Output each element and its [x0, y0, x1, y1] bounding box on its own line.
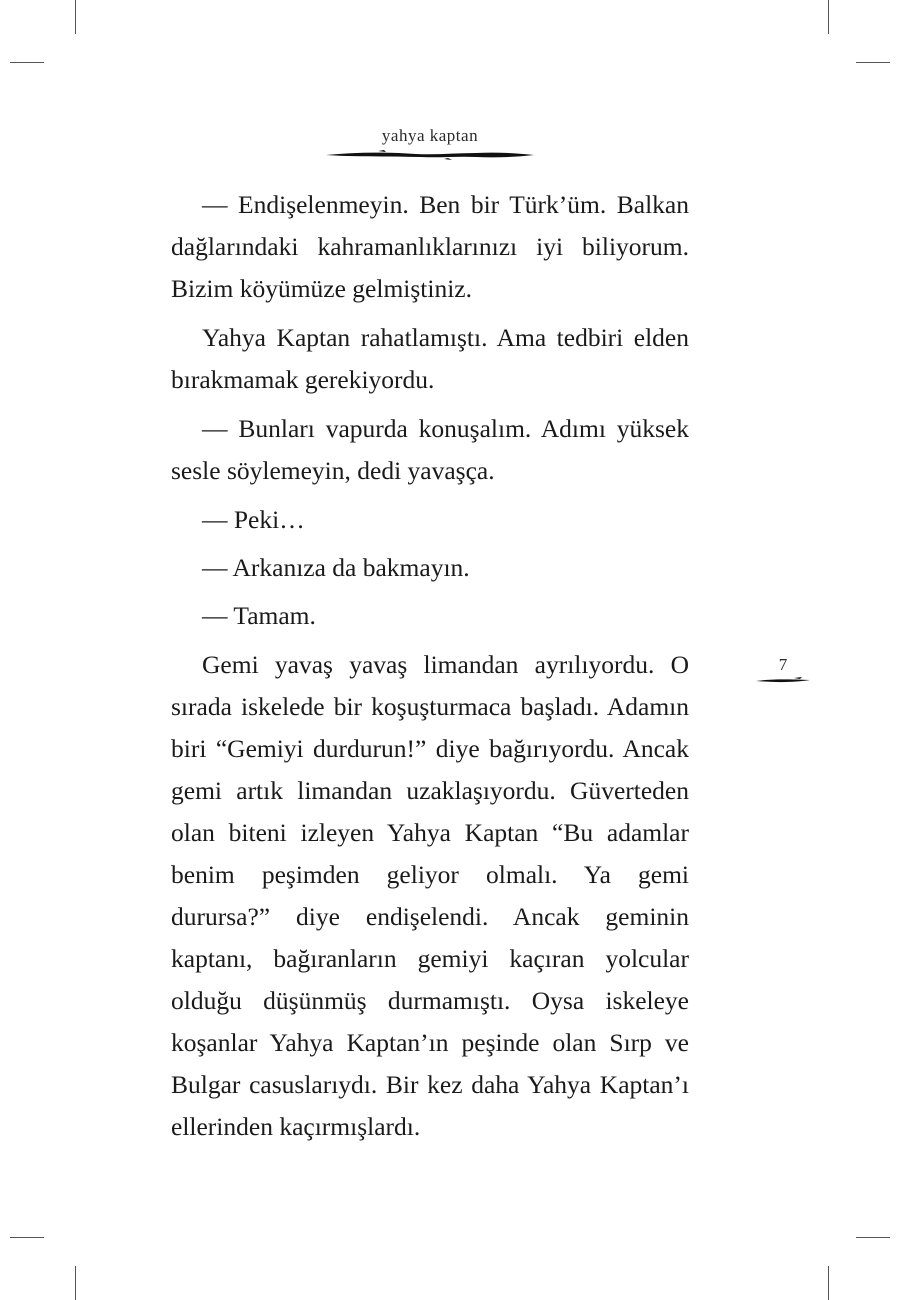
crop-mark-top-left	[75, 0, 76, 34]
crop-mark-right-top	[856, 62, 890, 63]
page-number: 7	[778, 655, 788, 674]
crop-mark-bottom-right	[828, 1266, 829, 1300]
paragraph: — Tamam.	[202, 601, 316, 630]
running-head: yahya kaptan	[381, 126, 479, 145]
crop-mark-left-top	[10, 62, 44, 63]
paragraph: — Peki…	[202, 505, 305, 534]
crop-mark-bottom-left	[75, 1266, 76, 1300]
paragraph: Gemi yavaş yavaş limandan ayrılıyordu. O sırada iskelede bir koşuşturmaca başladı. Adamın biri “Gemiyi durdurun!” diye bağırıyordu. Ancak gemi artık limandan uzaklaşıyordu. Güverteden olan biteni izleyen Yahya Kaptan “Bu adamlar benim peşimden geliyor olmalı. Ya gemi durursa?” diye endişelendi. Ancak geminin kaptanı, bağıranların gemiyi kaçıran yolcular olduğu düşünmüş durmamıştı. Oysa iskeleye koşanlar Yahya Kaptan’ın peşinde olan Sırp ve Bulgar casuslarıydı. Bir kez daha Yahya Kaptan’ı ellerinden kaçırmışlardı.	[171, 650, 689, 1141]
body-text	[171, 184, 689, 1155]
folio-brush-ornament	[756, 676, 812, 686]
brush-stroke-ornament	[326, 148, 536, 162]
crop-mark-top-right	[828, 0, 829, 34]
crop-mark-left-bottom	[10, 1237, 44, 1238]
paragraph: — Endişelenmeyin. Ben bir Türk’üm. Balkan dağlarındaki kahramanlıklarınızı iyi biliyorum. Bizim köyümüze gelmiştiniz.	[171, 190, 689, 303]
crop-mark-right-bottom	[856, 1237, 890, 1238]
paragraph: — Arkanıza da bakmayın.	[202, 553, 470, 582]
paragraph: — Bunları vapurda konuşalım. Adımı yüksek sesle söylemeyin, dedi yavaşça.	[171, 414, 689, 485]
paragraph: Yahya Kaptan rahatlamıştı. Ama tedbiri elden bırakmamak gerekiyordu.	[171, 323, 689, 394]
